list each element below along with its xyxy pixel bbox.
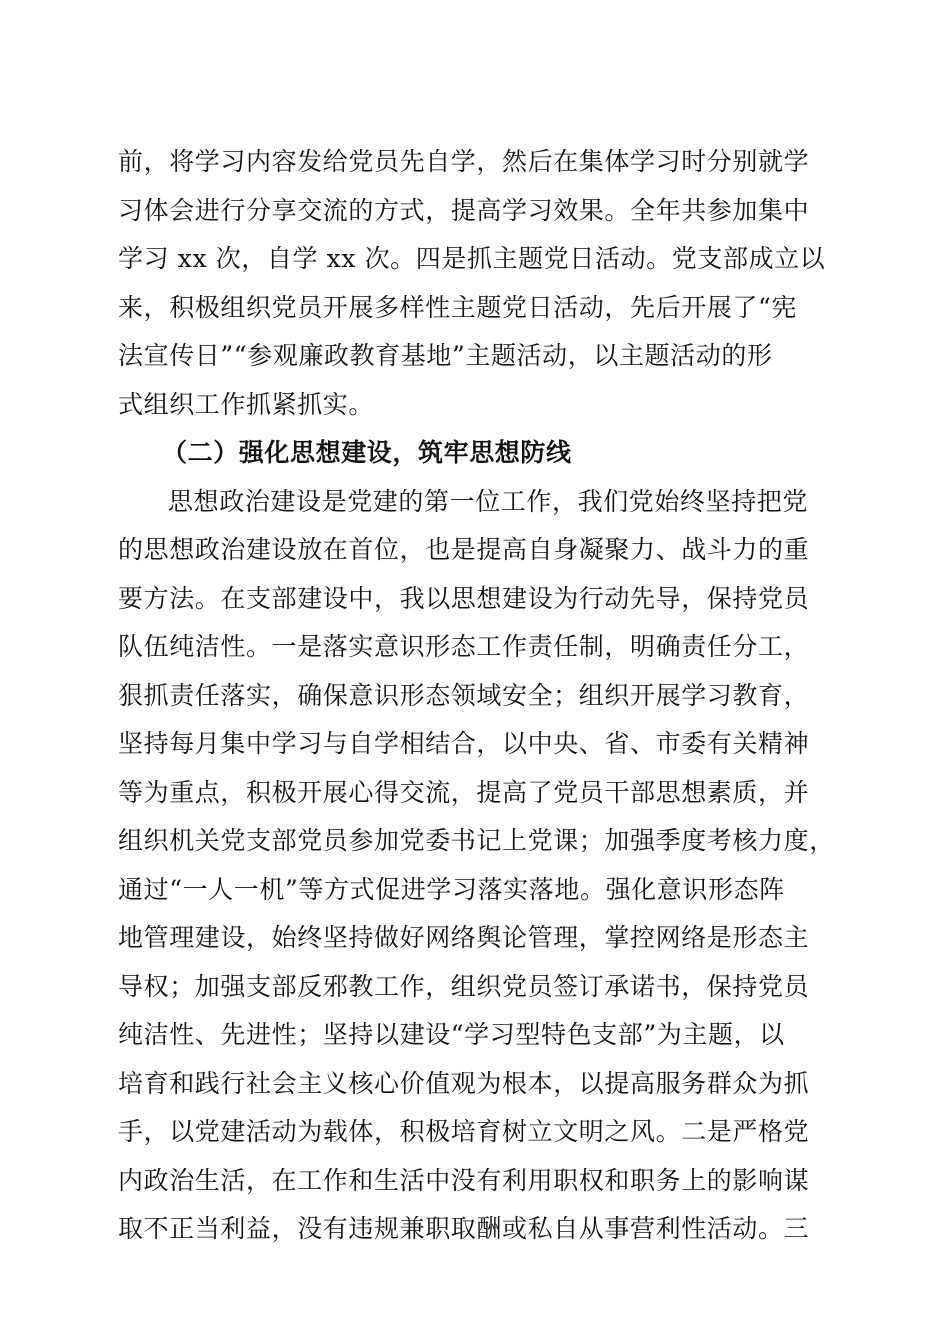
- text-line-23: 取不正当利益，没有违规兼职取酬或私自从事营利性活动。三: [118, 1214, 810, 1243]
- text-line-13: 坚持每月集中学习与自学相结合，以中央、省、市委有关精神: [118, 729, 810, 758]
- text-line-2: 习体会进行分享交流的方式，提高学习效果。全年共参加集中: [118, 196, 810, 225]
- text-line-4: 来，积极组织党员开展多样性主题党日活动，先后开展了“宪: [118, 293, 797, 322]
- text-line-1: 前，将学习内容发给党员先自学，然后在集体学习时分别就学: [118, 147, 810, 176]
- text-line-17: 地管理建设，始终坚持做好网络舆论管理，掌控网络是形态主: [118, 923, 810, 952]
- text-line-14: 等为重点，积极开展心得交流，提高了党员干部思想素质，并: [118, 778, 810, 807]
- text-line-20: 培育和践行社会主义核心价值观为根本，以提高服务群众为抓: [118, 1069, 810, 1098]
- section-heading: （二）强化思想建设，筑牢思想防线: [162, 438, 572, 467]
- text-line-18: 导权；加强支部反邪教工作，组织党员签订承诺书，保持党员: [118, 972, 810, 1001]
- text-line-19: 纯洁性、先进性；坚持以建设“学习型特色支部”为主题，以: [118, 1020, 785, 1049]
- text-line-8: 思想政治建设是党建的第一位工作，我们党始终坚持把党: [168, 487, 809, 516]
- text-line-3: 学习 xx 次，自学 xx 次。四是抓主题党日活动。党支部成立以: [118, 244, 826, 273]
- text-line-12: 狠抓责任落实，确保意识形态领域安全；组织开展学习教育，: [118, 681, 810, 710]
- text-line-10: 要方法。在支部建设中，我以思想建设为行动先导，保持党员: [118, 584, 810, 613]
- text-line-21: 手，以党建活动为载体，积极培育树立文明之风。二是严格党: [118, 1117, 810, 1146]
- text-line-22: 内政治生活，在工作和生活中没有利用职权和职务上的影响谋: [118, 1166, 810, 1195]
- text-line-16: 通过“一人一机”等方式促进学习落实落地。强化意识形态阵: [118, 875, 785, 904]
- text-line-15: 组织机关党支部党员参加党委书记上党课；加强季度考核力度，: [118, 826, 835, 855]
- text-line-5: 法宣传日”“参观廉政教育基地”主题活动，以主题活动的形: [118, 341, 773, 370]
- text-line-9: 的思想政治建设放在首位，也是提高自身凝聚力、战斗力的重: [118, 535, 810, 564]
- text-line-11: 队伍纯洁性。一是落实意识形态工作责任制，明确责任分工，: [118, 632, 810, 661]
- text-line-6: 式组织工作抓紧抓实。: [118, 390, 375, 419]
